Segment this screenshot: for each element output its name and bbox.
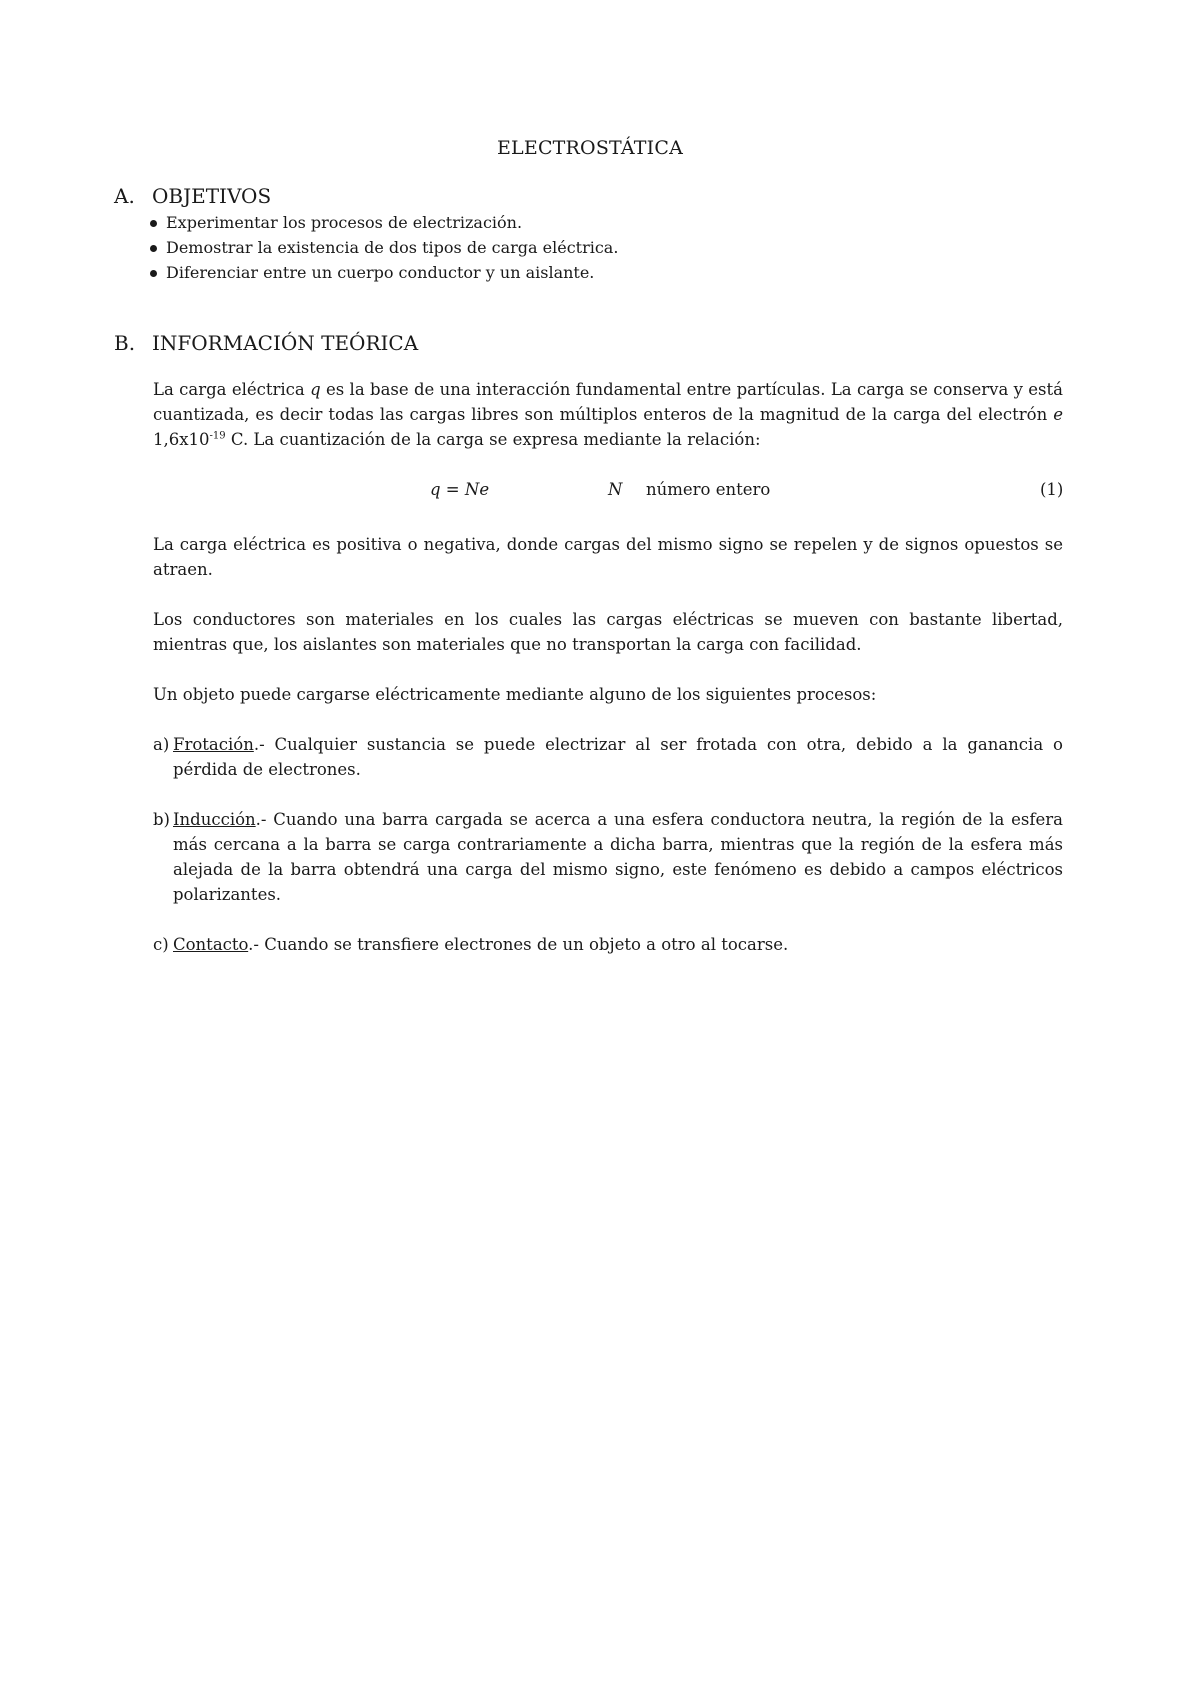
section-letter: A. bbox=[114, 184, 135, 208]
process-marker: c) bbox=[153, 935, 169, 954]
list-item bbox=[150, 260, 618, 285]
objectives-list bbox=[150, 210, 618, 285]
sign-paragraph: La carga eléctrica es positiva o negativa, donde cargas del mismo signo se repelen y de signos opuestos se atraen. bbox=[153, 535, 1063, 579]
process-body bbox=[173, 932, 1063, 957]
process-text: .- Cuando una barra cargada se acerca a una esfera conductora neutra, la región de la esfera más cercana a la barra se carga contrariamente a dicha barra, mientras que la región de la esfera más alejada de la barra obtendrá una carga del mismo signo, este fenómeno es debido a campos eléctricos polarizantes. bbox=[173, 810, 1063, 904]
variable-q: q bbox=[310, 380, 321, 399]
process-body bbox=[173, 807, 1063, 907]
intro-text: es la base de una interacción fundamental entre partículas. La carga se conserva y está cuantizada, es decir todas las cargas libres son múltiplos enteros de la magnitud de la carga del electrón bbox=[153, 380, 1063, 424]
objective-text: Diferenciar entre un cuerpo conductor y un aislante. bbox=[166, 263, 595, 282]
processes-intro-paragraph: Un objeto puede cargarse eléctricamente mediante alguno de los siguientes procesos: bbox=[153, 685, 877, 704]
list-item bbox=[150, 210, 618, 235]
section-objectives-heading bbox=[114, 184, 271, 208]
bullet-icon bbox=[150, 220, 157, 227]
exponent: -19 bbox=[209, 430, 226, 442]
intro-text: La carga eléctrica bbox=[153, 380, 311, 399]
equation-number: (1) bbox=[1040, 480, 1064, 499]
process-term: Frotación bbox=[173, 735, 254, 754]
equation-variable: N bbox=[608, 480, 623, 499]
equation-1 bbox=[0, 480, 1200, 506]
objective-text: Demostrar la existencia de dos tipos de carga eléctrica. bbox=[166, 238, 619, 257]
process-item-induccion bbox=[153, 807, 1063, 907]
process-text: .- Cuando se transfiere electrones de un objeto a otro al tocarse. bbox=[248, 935, 789, 954]
process-term: Contacto bbox=[173, 935, 249, 954]
objective-text: Experimentar los procesos de electrización. bbox=[166, 213, 523, 232]
equation-expression: q = Ne bbox=[430, 480, 490, 499]
process-marker: a) bbox=[153, 735, 170, 754]
intro-text: C. La cuantización de la carga se expresa mediante la relación: bbox=[225, 430, 761, 449]
process-text: .- Cualquier sustancia se puede electrizar al ser frotada con otra, debido a la ganancia o pérdida de electrones. bbox=[173, 735, 1063, 779]
bullet-icon bbox=[150, 245, 157, 252]
theory-intro-paragraph bbox=[153, 377, 1063, 452]
section-theory-heading bbox=[114, 331, 418, 355]
process-term: Inducción bbox=[173, 810, 256, 829]
document-title: ELECTROSTÁTICA bbox=[496, 137, 684, 159]
intro-text: 1,6x10 bbox=[153, 430, 210, 449]
process-item-frotacion bbox=[153, 732, 1063, 782]
list-item bbox=[150, 235, 618, 260]
section-letter: B. bbox=[114, 331, 136, 355]
equation-description: número entero bbox=[646, 480, 771, 499]
section-title: OBJETIVOS bbox=[152, 184, 272, 208]
conductors-paragraph: Los conductores son materiales en los cuales las cargas eléctricas se mueven con bastante libertad, mientras que, los aislantes son materiales que no transportan la carga con facilidad. bbox=[153, 610, 1063, 654]
process-item-contacto bbox=[153, 932, 1063, 957]
process-marker: b) bbox=[153, 810, 170, 829]
bullet-icon bbox=[150, 270, 157, 277]
section-title: INFORMACIÓN TEÓRICA bbox=[152, 331, 419, 355]
process-body bbox=[173, 732, 1063, 782]
variable-e: e bbox=[1053, 405, 1063, 424]
